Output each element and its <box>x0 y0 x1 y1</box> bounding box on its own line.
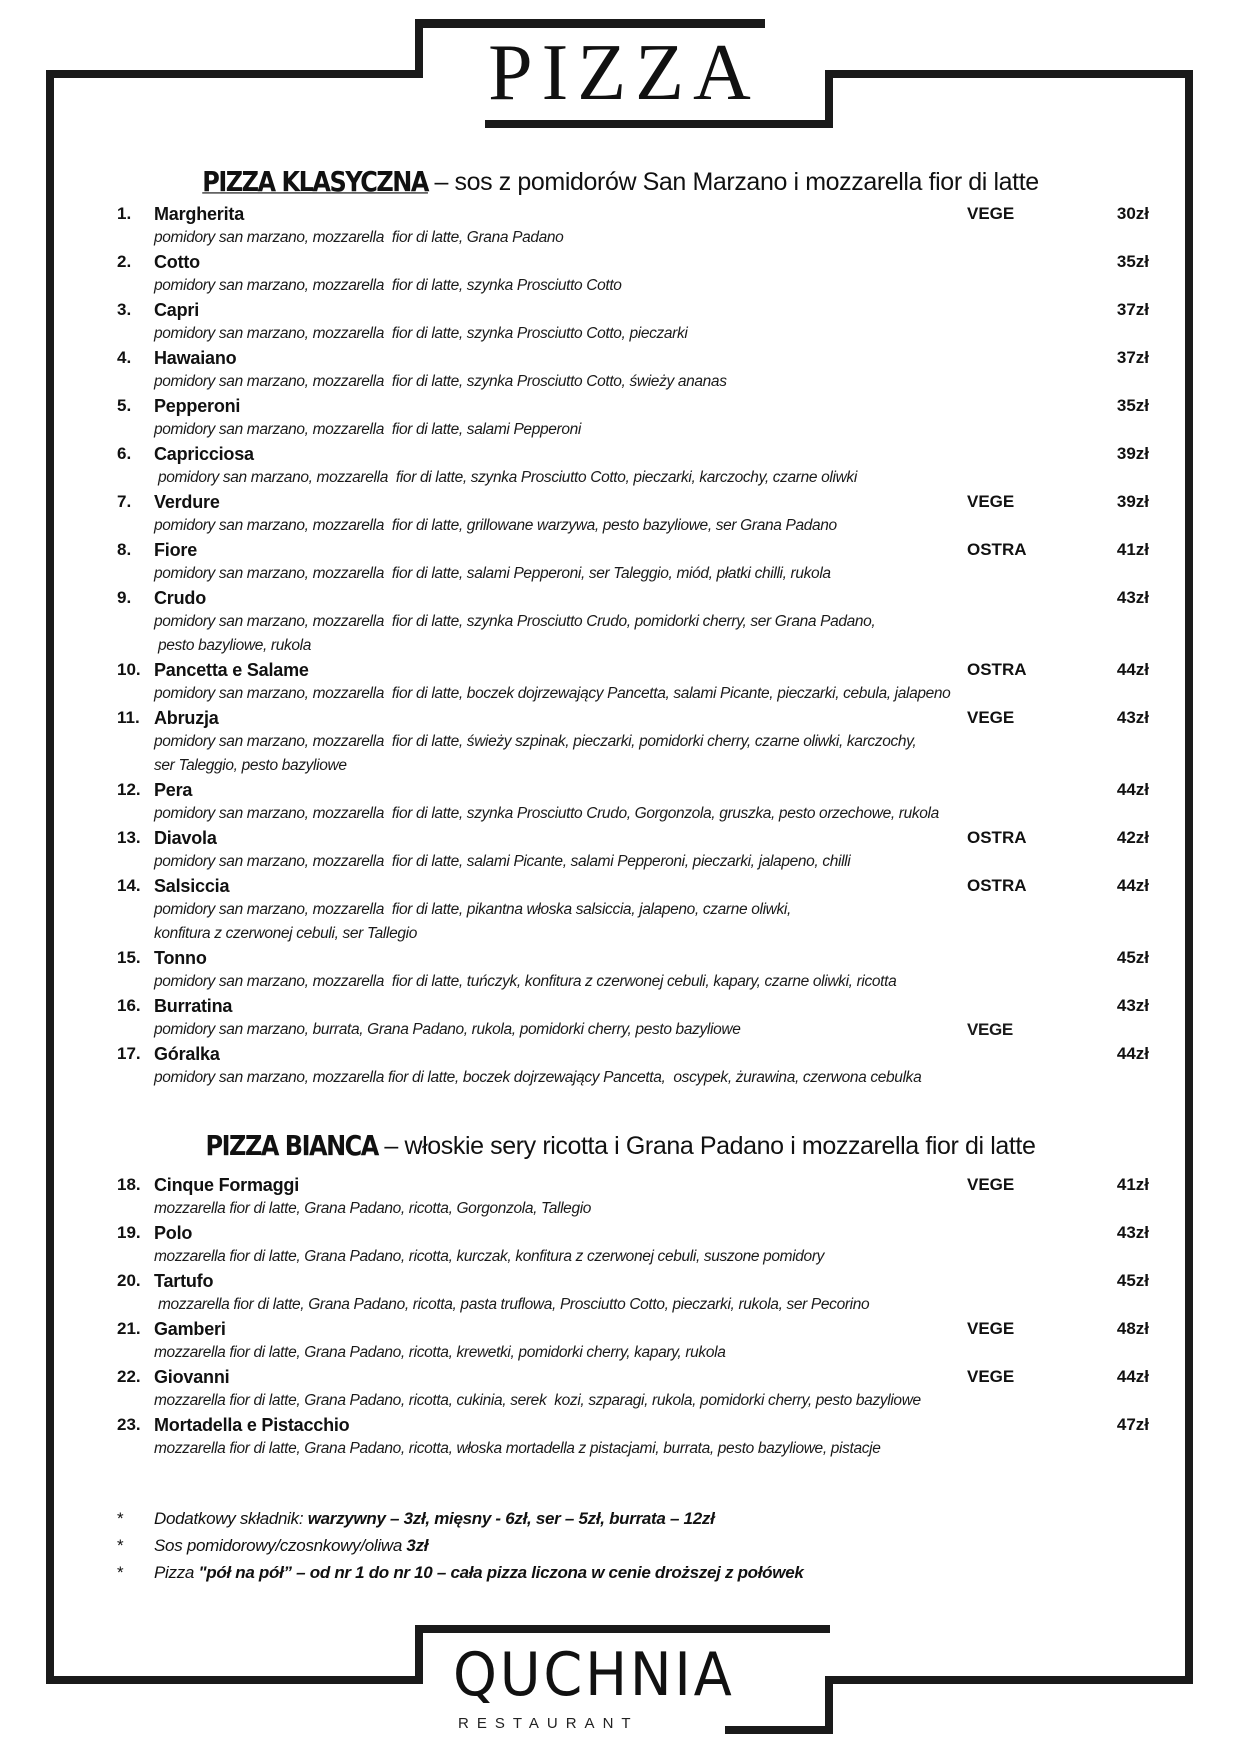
menu-item-header <box>0 1173 1241 1197</box>
asterisk: * <box>117 1509 124 1528</box>
item-description-text: pomidory san marzano, mozzarella fior di latte, szynka Prosciutto Cotto <box>154 277 622 294</box>
item-description-text: pomidory san marzano, mozzarella fior di latte, świeży szpinak, pieczarki, pomidorki cherry, czarne oliwki, karczochy, <box>154 733 917 750</box>
item-number: 5. <box>117 396 132 415</box>
menu-item-header <box>0 586 1241 610</box>
item-number: 20. <box>117 1271 141 1290</box>
item-description <box>154 466 1241 490</box>
menu-item-header <box>0 874 1241 898</box>
item-description <box>154 850 1241 874</box>
frame-line <box>415 1625 830 1633</box>
section-subtitle: – sos z pomidorów San Marzano i mozzarella fior di latte <box>427 168 1039 196</box>
item-name: Giovanni <box>154 1367 230 1387</box>
item-name: Capricciosa <box>154 444 254 464</box>
section-name: PIZZA KLASYCZNA <box>202 165 428 199</box>
item-number: 13. <box>117 828 141 847</box>
menu-item-header <box>0 538 1241 562</box>
item-description <box>154 802 1241 826</box>
menu-item-header <box>0 658 1241 682</box>
item-number: 12. <box>117 780 141 799</box>
item-number: 22. <box>117 1367 141 1386</box>
menu-item-header <box>0 250 1241 274</box>
item-description <box>154 1341 1241 1365</box>
item-description <box>154 1197 1241 1221</box>
item-description-text: pomidory san marzano, mozzarella fior di latte, szynka Prosciutto Crudo, Gorgonzola, gruszka, pesto orzechowe, rukola <box>154 805 939 822</box>
menu-item <box>0 1317 1241 1365</box>
menu-item-header <box>0 346 1241 370</box>
item-number: 8. <box>117 540 132 559</box>
item-price: 41zł <box>1116 540 1149 559</box>
page-title: PIZZA <box>488 29 760 117</box>
asterisk: * <box>117 1563 124 1582</box>
menu-list-klasyczna <box>0 202 1241 1090</box>
item-description-text: mozzarella fior di latte, Grana Padano, ricotta, pasta truflowa, Prosciutto Cotto, pieczarki, rukola, ser Pecorino <box>154 1296 870 1313</box>
section-subtitle: – włoskie sery ricotta i Grana Padano i mozzarella fior di latte <box>377 1132 1036 1160</box>
menu-item <box>0 1365 1241 1413</box>
menu-item-header <box>0 706 1241 730</box>
item-price: 37zł <box>1116 348 1149 367</box>
item-description-text: mozzarella fior di latte, Grana Padano, ricotta, kurczak, konfitura z czerwonej cebuli, suszone pomidory <box>154 1248 825 1265</box>
item-description <box>154 226 1241 250</box>
item-description-text: pomidory san marzano, mozzarella fior di latte, salami Pepperoni <box>154 421 581 438</box>
item-description <box>154 970 1241 994</box>
menu-item-header <box>0 202 1241 226</box>
frame-line <box>825 70 1193 78</box>
item-name: Gamberi <box>154 1319 226 1339</box>
menu-item <box>0 994 1241 1042</box>
item-description <box>154 1389 1241 1413</box>
menu-item <box>0 538 1241 586</box>
item-price: 45zł <box>1116 1271 1149 1290</box>
item-description <box>154 1245 1241 1269</box>
item-description <box>154 682 1241 706</box>
menu-item-header <box>0 946 1241 970</box>
item-description-text: pomidory san marzano, mozzarella fior di latte, grillowane warzywa, pesto bazyliowe, ser Grana Padano <box>154 517 837 534</box>
note-bold: warzywny – 3zł, mięsny - 6zł, ser – 5zł, burrata – 12zł <box>307 1509 715 1528</box>
note-item <box>0 1559 1241 1586</box>
item-name: Burratina <box>154 996 233 1016</box>
item-name: Crudo <box>154 588 206 608</box>
item-description <box>154 274 1241 298</box>
item-price: 39zł <box>1116 444 1149 463</box>
menu-item-header <box>0 490 1241 514</box>
menu-item <box>0 490 1241 538</box>
item-number: 6. <box>117 444 132 463</box>
item-number: 23. <box>117 1415 141 1434</box>
item-price: 43zł <box>1116 1223 1149 1242</box>
note-text: Dodatkowy składnik: <box>154 1509 308 1528</box>
item-description <box>154 1437 1241 1461</box>
menu-item <box>0 874 1241 946</box>
item-description-text: pomidory san marzano, mozzarella fior di latte, salami Picante, salami Pepperoni, pieczarki, jalapeno, chilli <box>154 853 851 870</box>
menu-item <box>0 1269 1241 1317</box>
item-description-text: pesto bazyliowe, rukola <box>154 637 312 654</box>
menu-item-header <box>0 394 1241 418</box>
menu-item-header <box>0 994 1241 1018</box>
item-name: Salsiccia <box>154 876 230 896</box>
menu-item <box>0 586 1241 658</box>
item-price: 30zł <box>1116 204 1149 223</box>
item-badge: VEGE <box>967 1367 1015 1386</box>
menu-item <box>0 442 1241 490</box>
note-item <box>0 1505 1241 1532</box>
section-header-bianca <box>0 1130 1241 1161</box>
item-price: 37zł <box>1116 300 1149 319</box>
item-description <box>154 1293 1241 1317</box>
item-description <box>154 562 1241 586</box>
item-price: 44zł <box>1116 660 1149 679</box>
menu-item <box>0 826 1241 874</box>
item-number: 10. <box>117 660 141 679</box>
section-name: PIZZA BIANCA <box>205 1129 378 1163</box>
item-price: 44zł <box>1116 1367 1149 1386</box>
menu-item <box>0 346 1241 394</box>
menu-item <box>0 250 1241 298</box>
frame-line <box>825 1676 1193 1684</box>
item-description-text: pomidory san marzano, mozzarella fior di latte, szynka Prosciutto Cotto, pieczarki, karczochy, czarne oliwki <box>154 469 857 486</box>
item-description-text: pomidory san marzano, mozzarella fior di latte, boczek dojrzewający Pancetta, oscypek, żurawina, czerwona cebulka <box>154 1069 922 1086</box>
item-name: Mortadella e Pistacchio <box>154 1415 350 1435</box>
item-price: 44zł <box>1116 780 1149 799</box>
item-price: 43zł <box>1116 708 1149 727</box>
menu-item <box>0 1413 1241 1461</box>
menu-item <box>0 202 1241 250</box>
item-badge: OSTRA <box>967 876 1027 895</box>
menu-item <box>0 1173 1241 1221</box>
item-description <box>154 1018 1241 1042</box>
item-name: Pancetta e Salame <box>154 660 309 680</box>
note-bold: "pół na pół” – od nr 1 do nr 10 – cała pizza liczona w cenie droższej z połówek <box>198 1563 804 1582</box>
item-name: Fiore <box>154 540 198 560</box>
item-description <box>154 898 1241 922</box>
menu-item <box>0 1221 1241 1269</box>
item-description-text: pomidory san marzano, mozzarella fior di latte, szynka Prosciutto Cotto, pieczarki <box>154 325 688 342</box>
item-description-text: mozzarella fior di latte, Grana Padano, ricotta, krewetki, pomidorki cherry, kapary, rukola <box>154 1344 726 1361</box>
frame-line <box>415 1625 423 1684</box>
item-price: 44zł <box>1116 1044 1149 1063</box>
item-description-text: mozzarella fior di latte, Grana Padano, ricotta, cukinia, serek kozi, szparagi, rukola, pomidorki cherry, pesto bazyliowe <box>154 1392 921 1409</box>
item-name: Cotto <box>154 252 200 272</box>
item-price: 45zł <box>1116 948 1149 967</box>
item-number: 9. <box>117 588 132 607</box>
item-badge: VEGE <box>967 492 1015 511</box>
note-bold: 3zł <box>406 1536 429 1555</box>
menu-item-header <box>0 1317 1241 1341</box>
item-number: 4. <box>117 348 132 367</box>
item-price: 48zł <box>1116 1319 1149 1338</box>
note-item <box>0 1532 1241 1559</box>
item-number: 19. <box>117 1223 141 1242</box>
menu-item-header <box>0 298 1241 322</box>
item-badge: VEGE <box>967 1020 1013 1039</box>
item-badge: VEGE <box>967 1319 1015 1338</box>
item-description-text: konfitura z czerwonej cebuli, ser Tallegio <box>154 925 418 942</box>
item-name: Tonno <box>154 948 207 968</box>
item-description-text: pomidory san marzano, mozzarella fior di latte, szynka Prosciutto Crudo, pomidorki cherry, ser Grana Padano, <box>154 613 876 630</box>
menu-item <box>0 778 1241 826</box>
item-name: Abruzja <box>154 708 219 728</box>
menu-item-header <box>0 1042 1241 1066</box>
item-price: 35zł <box>1116 252 1149 271</box>
item-number: 17. <box>117 1044 141 1063</box>
frame-line <box>46 1676 423 1684</box>
menu-item-header <box>0 1365 1241 1389</box>
restaurant-logo-subtitle: RESTAURANT <box>458 1715 639 1732</box>
item-price: 44zł <box>1116 876 1149 895</box>
item-description-text: pomidory san marzano, mozzarella fior di latte, tuńczyk, konfitura z czerwonej cebuli, kapary, czarne oliwki, ricotta <box>154 973 897 990</box>
item-description-text: pomidory san marzano, mozzarella fior di latte, szynka Prosciutto Cotto, świeży ananas <box>154 373 727 390</box>
menu-item-header <box>0 1413 1241 1437</box>
item-description-text: pomidory san marzano, mozzarella fior di latte, Grana Padano <box>154 229 564 246</box>
item-name: Capri <box>154 300 200 320</box>
menu-item-header <box>0 1269 1241 1293</box>
menu-item <box>0 946 1241 994</box>
menu-item <box>0 394 1241 442</box>
item-name: Verdure <box>154 492 220 512</box>
item-description <box>154 610 1241 634</box>
frame-line <box>415 19 765 28</box>
item-name: Tartufo <box>154 1271 214 1291</box>
notes <box>0 1505 1241 1586</box>
item-description-text: pomidory san marzano, mozzarella fior di latte, salami Pepperoni, ser Taleggio, miód, płatki chilli, rukola <box>154 565 831 582</box>
item-name: Pera <box>154 780 193 800</box>
item-badge: OSTRA <box>967 540 1027 559</box>
item-description <box>154 514 1241 538</box>
item-price: 39zł <box>1116 492 1149 511</box>
item-description-text: mozzarella fior di latte, Grana Padano, ricotta, Gorgonzola, Tallegio <box>154 1200 592 1217</box>
item-price: 42zł <box>1116 828 1149 847</box>
item-badge: VEGE <box>967 1175 1015 1194</box>
item-number: 7. <box>117 492 132 511</box>
section-header-klasyczna <box>0 166 1241 197</box>
menu-list-bianca <box>0 1173 1241 1461</box>
menu-item-header <box>0 1221 1241 1245</box>
menu-item <box>0 706 1241 778</box>
note-text: Sos pomidorowy/czosnkowy/oliwa <box>154 1536 407 1555</box>
menu-item-header <box>0 778 1241 802</box>
item-name: Pepperoni <box>154 396 241 416</box>
item-number: 21. <box>117 1319 141 1338</box>
item-name: Diavola <box>154 828 217 848</box>
item-price: 43zł <box>1116 588 1149 607</box>
item-number: 3. <box>117 300 132 319</box>
item-number: 16. <box>117 996 141 1015</box>
item-price: 47zł <box>1116 1415 1149 1434</box>
item-description <box>154 754 1241 778</box>
frame-line <box>825 70 833 128</box>
item-name: Góralka <box>154 1044 220 1064</box>
item-name: Hawaiano <box>154 348 237 368</box>
restaurant-logo: QUCHNIA <box>453 1640 735 1710</box>
item-number: 18. <box>117 1175 141 1194</box>
menu-item <box>0 1042 1241 1090</box>
item-badge: VEGE <box>967 708 1015 727</box>
item-price: 41zł <box>1116 1175 1149 1194</box>
item-badge: OSTRA <box>967 660 1027 679</box>
menu-item <box>0 658 1241 706</box>
frame-line <box>485 120 833 128</box>
item-description <box>154 322 1241 346</box>
item-description <box>154 1066 1241 1090</box>
item-description-text: pomidory san marzano, mozzarella fior di latte, boczek dojrzewający Pancetta, salami Picante, pieczarki, cebula, jalapeno <box>154 685 951 702</box>
item-description <box>154 418 1241 442</box>
item-description <box>154 634 1241 658</box>
item-number: 15. <box>117 948 141 967</box>
frame-line <box>825 1676 833 1734</box>
item-description <box>154 730 1241 754</box>
item-badge: VEGE <box>967 204 1015 223</box>
menu-item-header <box>0 442 1241 466</box>
asterisk: * <box>117 1536 124 1555</box>
item-description <box>154 370 1241 394</box>
note-text: Pizza <box>154 1563 199 1582</box>
item-description-text: pomidory san marzano, mozzarella fior di latte, pikantna włoska salsiccia, jalapeno, czarne oliwki, <box>154 901 791 918</box>
frame-line <box>46 70 423 78</box>
item-description <box>154 922 1241 946</box>
item-badge: OSTRA <box>967 828 1027 847</box>
frame-line <box>725 1726 833 1734</box>
item-description-text: mozzarella fior di latte, Grana Padano, ricotta, włoska mortadella z pistacjami, burrata, pesto bazyliowe, pistacje <box>154 1440 881 1457</box>
item-name: Cinque Formaggi <box>154 1175 299 1195</box>
item-price: 43zł <box>1116 996 1149 1015</box>
item-description-text: ser Taleggio, pesto bazyliowe <box>154 757 347 774</box>
item-number: 2. <box>117 252 132 271</box>
item-name: Polo <box>154 1223 193 1243</box>
item-number: 11. <box>117 708 140 727</box>
menu-item-header <box>0 826 1241 850</box>
item-price: 35zł <box>1116 396 1149 415</box>
item-description-text: pomidory san marzano, burrata, Grana Padano, rukola, pomidorki cherry, pesto bazyliowe <box>154 1021 741 1038</box>
item-name: Margherita <box>154 204 245 224</box>
item-number: 1. <box>117 204 132 223</box>
item-number: 14. <box>117 876 141 895</box>
menu-item <box>0 298 1241 346</box>
